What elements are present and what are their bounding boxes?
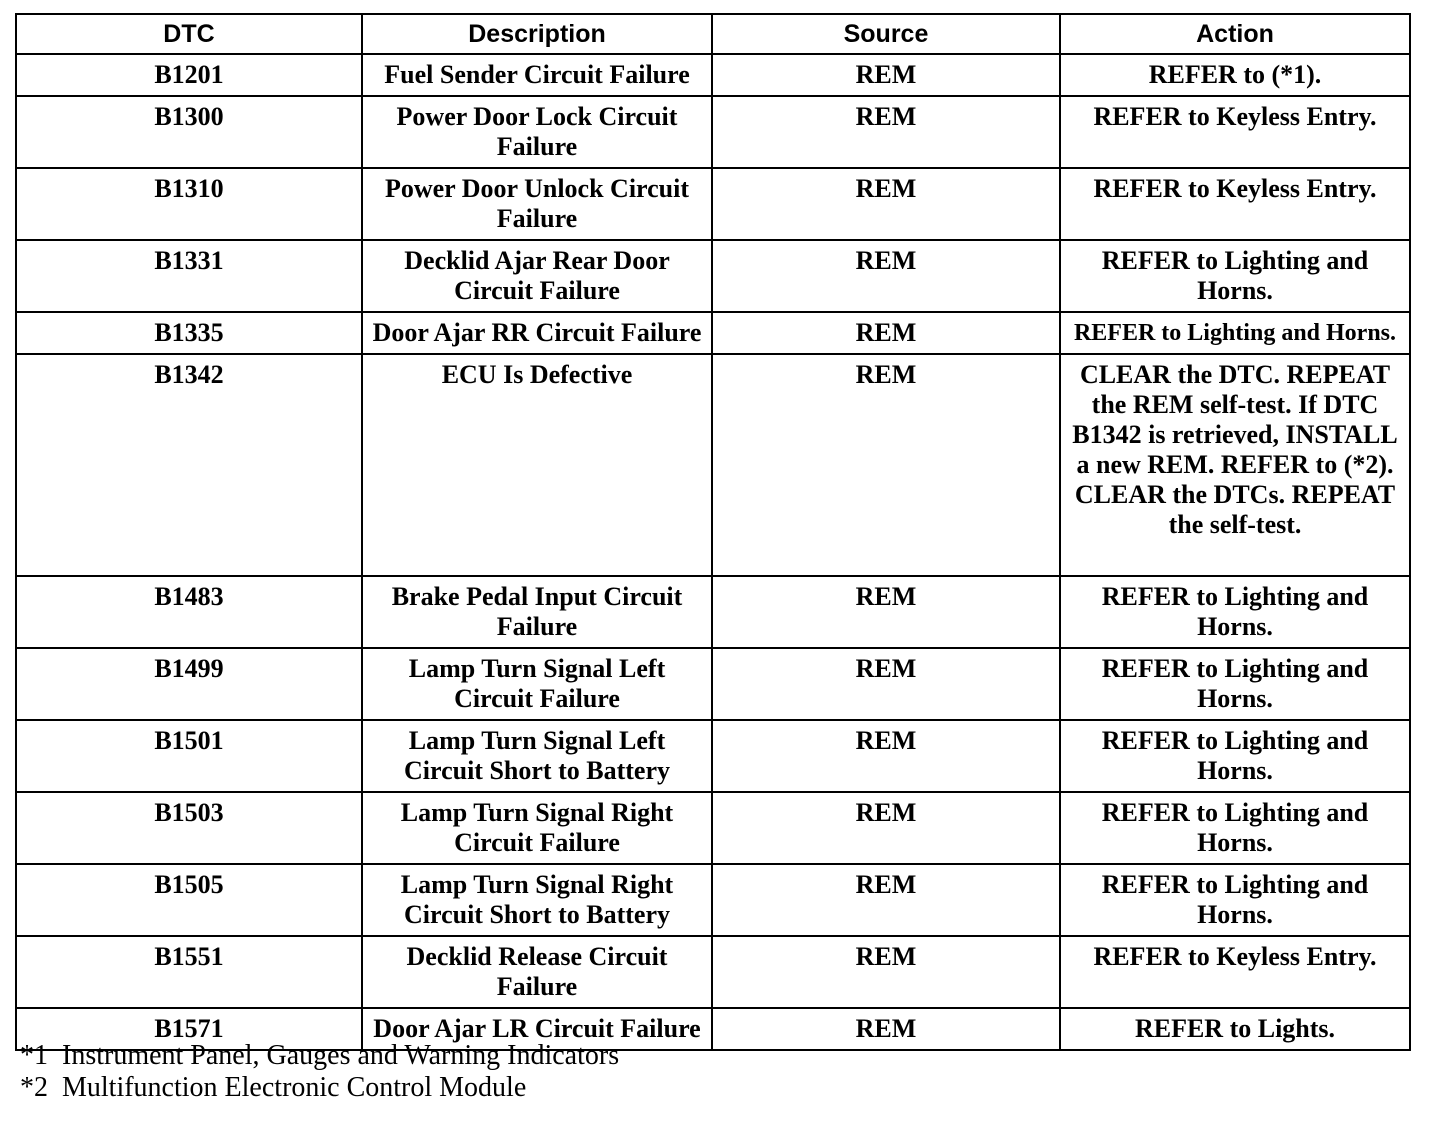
cell-action: REFER to Lighting and Horns. <box>1060 312 1410 354</box>
cell-description: Door Ajar LR Circuit Failure <box>362 1008 712 1050</box>
cell-description: Power Door Lock Circuit Failure <box>362 96 712 168</box>
table-header-row <box>16 14 1410 54</box>
cell-dtc: B1483 <box>16 576 362 648</box>
footnote-2: *2 Multifunction Electronic Control Module <box>20 1072 527 1103</box>
footnote-1: *1 Instrument Panel, Gauges and Warning Indicators <box>20 1040 620 1071</box>
cell-action: REFER to Lighting and Horns. <box>1060 240 1410 312</box>
table-row <box>16 864 1410 936</box>
cell-source: REM <box>712 96 1060 168</box>
cell-dtc: B1342 <box>16 354 362 576</box>
cell-action: REFER to Keyless Entry. <box>1060 168 1410 240</box>
cell-description: Decklid Ajar Rear Door Circuit Failure <box>362 240 712 312</box>
header-dtc: DTC <box>16 14 362 54</box>
cell-dtc: B1300 <box>16 96 362 168</box>
cell-source: REM <box>712 648 1060 720</box>
cell-source: REM <box>712 864 1060 936</box>
table-row <box>16 792 1410 864</box>
cell-source: REM <box>712 168 1060 240</box>
cell-source: REM <box>712 54 1060 96</box>
table-row <box>16 720 1410 792</box>
cell-dtc: B1331 <box>16 240 362 312</box>
cell-description: Power Door Unlock Circuit Failure <box>362 168 712 240</box>
cell-description: Lamp Turn Signal Left Circuit Failure <box>362 648 712 720</box>
header-source: Source <box>712 14 1060 54</box>
cell-description: Lamp Turn Signal Left Circuit Short to Battery <box>362 720 712 792</box>
cell-source: REM <box>712 792 1060 864</box>
cell-action: REFER to Lighting and Horns. <box>1060 720 1410 792</box>
cell-source: REM <box>712 354 1060 576</box>
table-row <box>16 936 1410 1008</box>
header-action: Action <box>1060 14 1410 54</box>
cell-dtc: B1501 <box>16 720 362 792</box>
cell-source: REM <box>712 720 1060 792</box>
cell-dtc: B1505 <box>16 864 362 936</box>
cell-source: REM <box>712 312 1060 354</box>
dtc-table <box>15 13 1411 1051</box>
cell-dtc: B1335 <box>16 312 362 354</box>
cell-description: Lamp Turn Signal Right Circuit Short to Battery <box>362 864 712 936</box>
footnotes <box>20 1040 619 1104</box>
cell-dtc: B1201 <box>16 54 362 96</box>
cell-description: ECU Is Defective <box>362 354 712 576</box>
cell-description: Decklid Release Circuit Failure <box>362 936 712 1008</box>
cell-description: Fuel Sender Circuit Failure <box>362 54 712 96</box>
cell-dtc: B1499 <box>16 648 362 720</box>
table-row <box>16 576 1410 648</box>
cell-action: REFER to Lighting and Horns. <box>1060 864 1410 936</box>
cell-description: Lamp Turn Signal Right Circuit Failure <box>362 792 712 864</box>
cell-source: REM <box>712 576 1060 648</box>
cell-description: Brake Pedal Input Circuit Failure <box>362 576 712 648</box>
cell-action: REFER to Lighting and Horns. <box>1060 648 1410 720</box>
cell-action: REFER to Lighting and Horns. <box>1060 792 1410 864</box>
header-description: Description <box>362 14 712 54</box>
table-row <box>16 648 1410 720</box>
cell-source: REM <box>712 936 1060 1008</box>
cell-action: REFER to Lighting and Horns. <box>1060 576 1410 648</box>
cell-dtc: B1571 <box>16 1008 362 1050</box>
cell-action: REFER to Lights. <box>1060 1008 1410 1050</box>
cell-dtc: B1503 <box>16 792 362 864</box>
table-row <box>16 168 1410 240</box>
cell-source: REM <box>712 1008 1060 1050</box>
table-row <box>16 354 1410 576</box>
cell-action: REFER to Keyless Entry. <box>1060 96 1410 168</box>
table-row <box>16 96 1410 168</box>
cell-description: Door Ajar RR Circuit Failure <box>362 312 712 354</box>
cell-dtc: B1310 <box>16 168 362 240</box>
cell-action: CLEAR the DTC. REPEAT the REM self-test. If DTC B1342 is retrieved, INSTALL a new REM. REFER to (*2). CLEAR the DTCs. REPEAT the self-test. <box>1060 354 1410 576</box>
cell-action: REFER to Keyless Entry. <box>1060 936 1410 1008</box>
cell-dtc: B1551 <box>16 936 362 1008</box>
cell-source: REM <box>712 240 1060 312</box>
table-row <box>16 312 1410 354</box>
table-row <box>16 240 1410 312</box>
table-row <box>16 54 1410 96</box>
cell-action: REFER to (*1). <box>1060 54 1410 96</box>
